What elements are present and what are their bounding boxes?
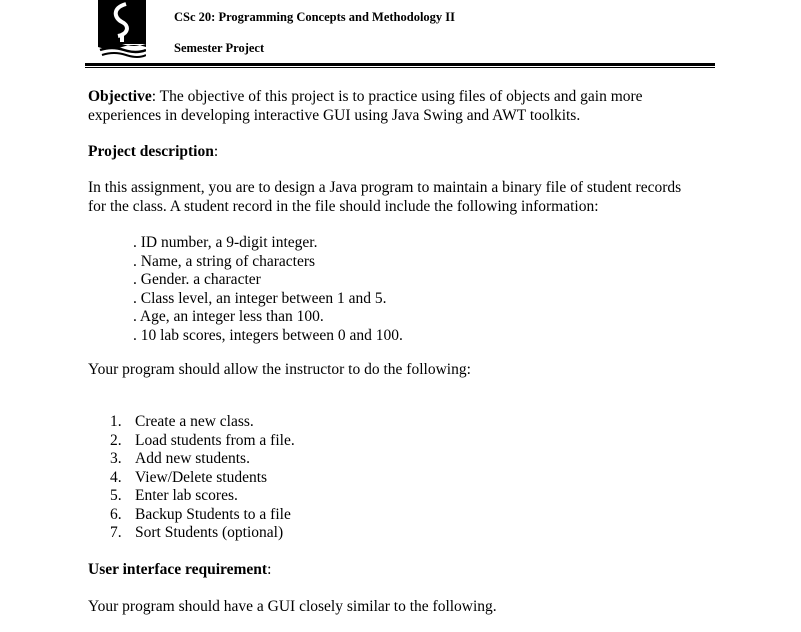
features-intro: Your program should allow the instructor to do the following: bbox=[88, 361, 471, 378]
item-text: Backup Students to a file bbox=[135, 505, 291, 523]
record-field: . ID number, a 9-digit integer. bbox=[133, 234, 318, 251]
heading-text: Project description bbox=[88, 143, 214, 160]
item-text: Create a new class. bbox=[135, 413, 254, 430]
feature-item bbox=[110, 469, 267, 488]
ui-requirement-text: Your program should have a GUI closely similar to the following. bbox=[88, 598, 497, 615]
header-rule-thin bbox=[85, 67, 715, 68]
feature-item bbox=[110, 432, 295, 451]
feature-item bbox=[110, 487, 238, 506]
item-text: Load students from a file. bbox=[135, 431, 295, 449]
description-line-1: In this assignment, you are to design a Java program to maintain a binary file of student records bbox=[88, 179, 682, 196]
record-field: . Class level, an integer between 1 and 5. bbox=[133, 289, 387, 307]
record-field: . Gender. a character bbox=[133, 271, 261, 288]
item-text: Enter lab scores. bbox=[135, 487, 238, 504]
objective-label: Objective bbox=[88, 88, 152, 105]
document-subtitle: Semester Project bbox=[174, 41, 265, 55]
project-description-heading bbox=[88, 143, 218, 162]
description-line-2: for the class. A student record in the file should include the following information: bbox=[88, 198, 599, 215]
item-number: 4. bbox=[110, 468, 122, 486]
item-number: 1. bbox=[110, 413, 122, 430]
header-rule-thick bbox=[85, 63, 715, 66]
item-text: Add new students. bbox=[135, 450, 250, 467]
item-number: 5. bbox=[110, 487, 122, 504]
objective-line-1 bbox=[88, 88, 643, 107]
objective-line-2: experiences in developing interactive GUI using Java Swing and AWT toolkits. bbox=[88, 107, 581, 124]
heading-colon: : bbox=[213, 143, 219, 160]
ui-requirement-heading bbox=[88, 561, 271, 580]
record-field: . Name, a string of characters bbox=[133, 252, 316, 270]
record-field: . Age, an integer less than 100. bbox=[133, 308, 324, 325]
feature-item bbox=[110, 524, 283, 543]
record-field: . 10 lab scores, integers between 0 and 100. bbox=[133, 326, 403, 344]
item-number: 2. bbox=[110, 431, 122, 449]
feature-item bbox=[110, 506, 291, 525]
feature-item bbox=[110, 450, 250, 469]
item-number: 6. bbox=[110, 505, 122, 523]
objective-text: : The objective of this project is to practice using files of objects and gain more bbox=[151, 88, 643, 105]
heading-colon: : bbox=[267, 561, 272, 578]
feature-item bbox=[110, 413, 254, 432]
university-torch-logo bbox=[98, 0, 146, 58]
item-number: 3. bbox=[110, 450, 122, 467]
course-title: CSc 20: Programming Concepts and Methodology II bbox=[174, 10, 456, 24]
item-text: View/Delete students bbox=[135, 468, 268, 486]
item-text: Sort Students (optional) bbox=[135, 524, 284, 541]
heading-text: User interface requirement bbox=[88, 561, 268, 578]
item-number: 7. bbox=[110, 524, 122, 541]
